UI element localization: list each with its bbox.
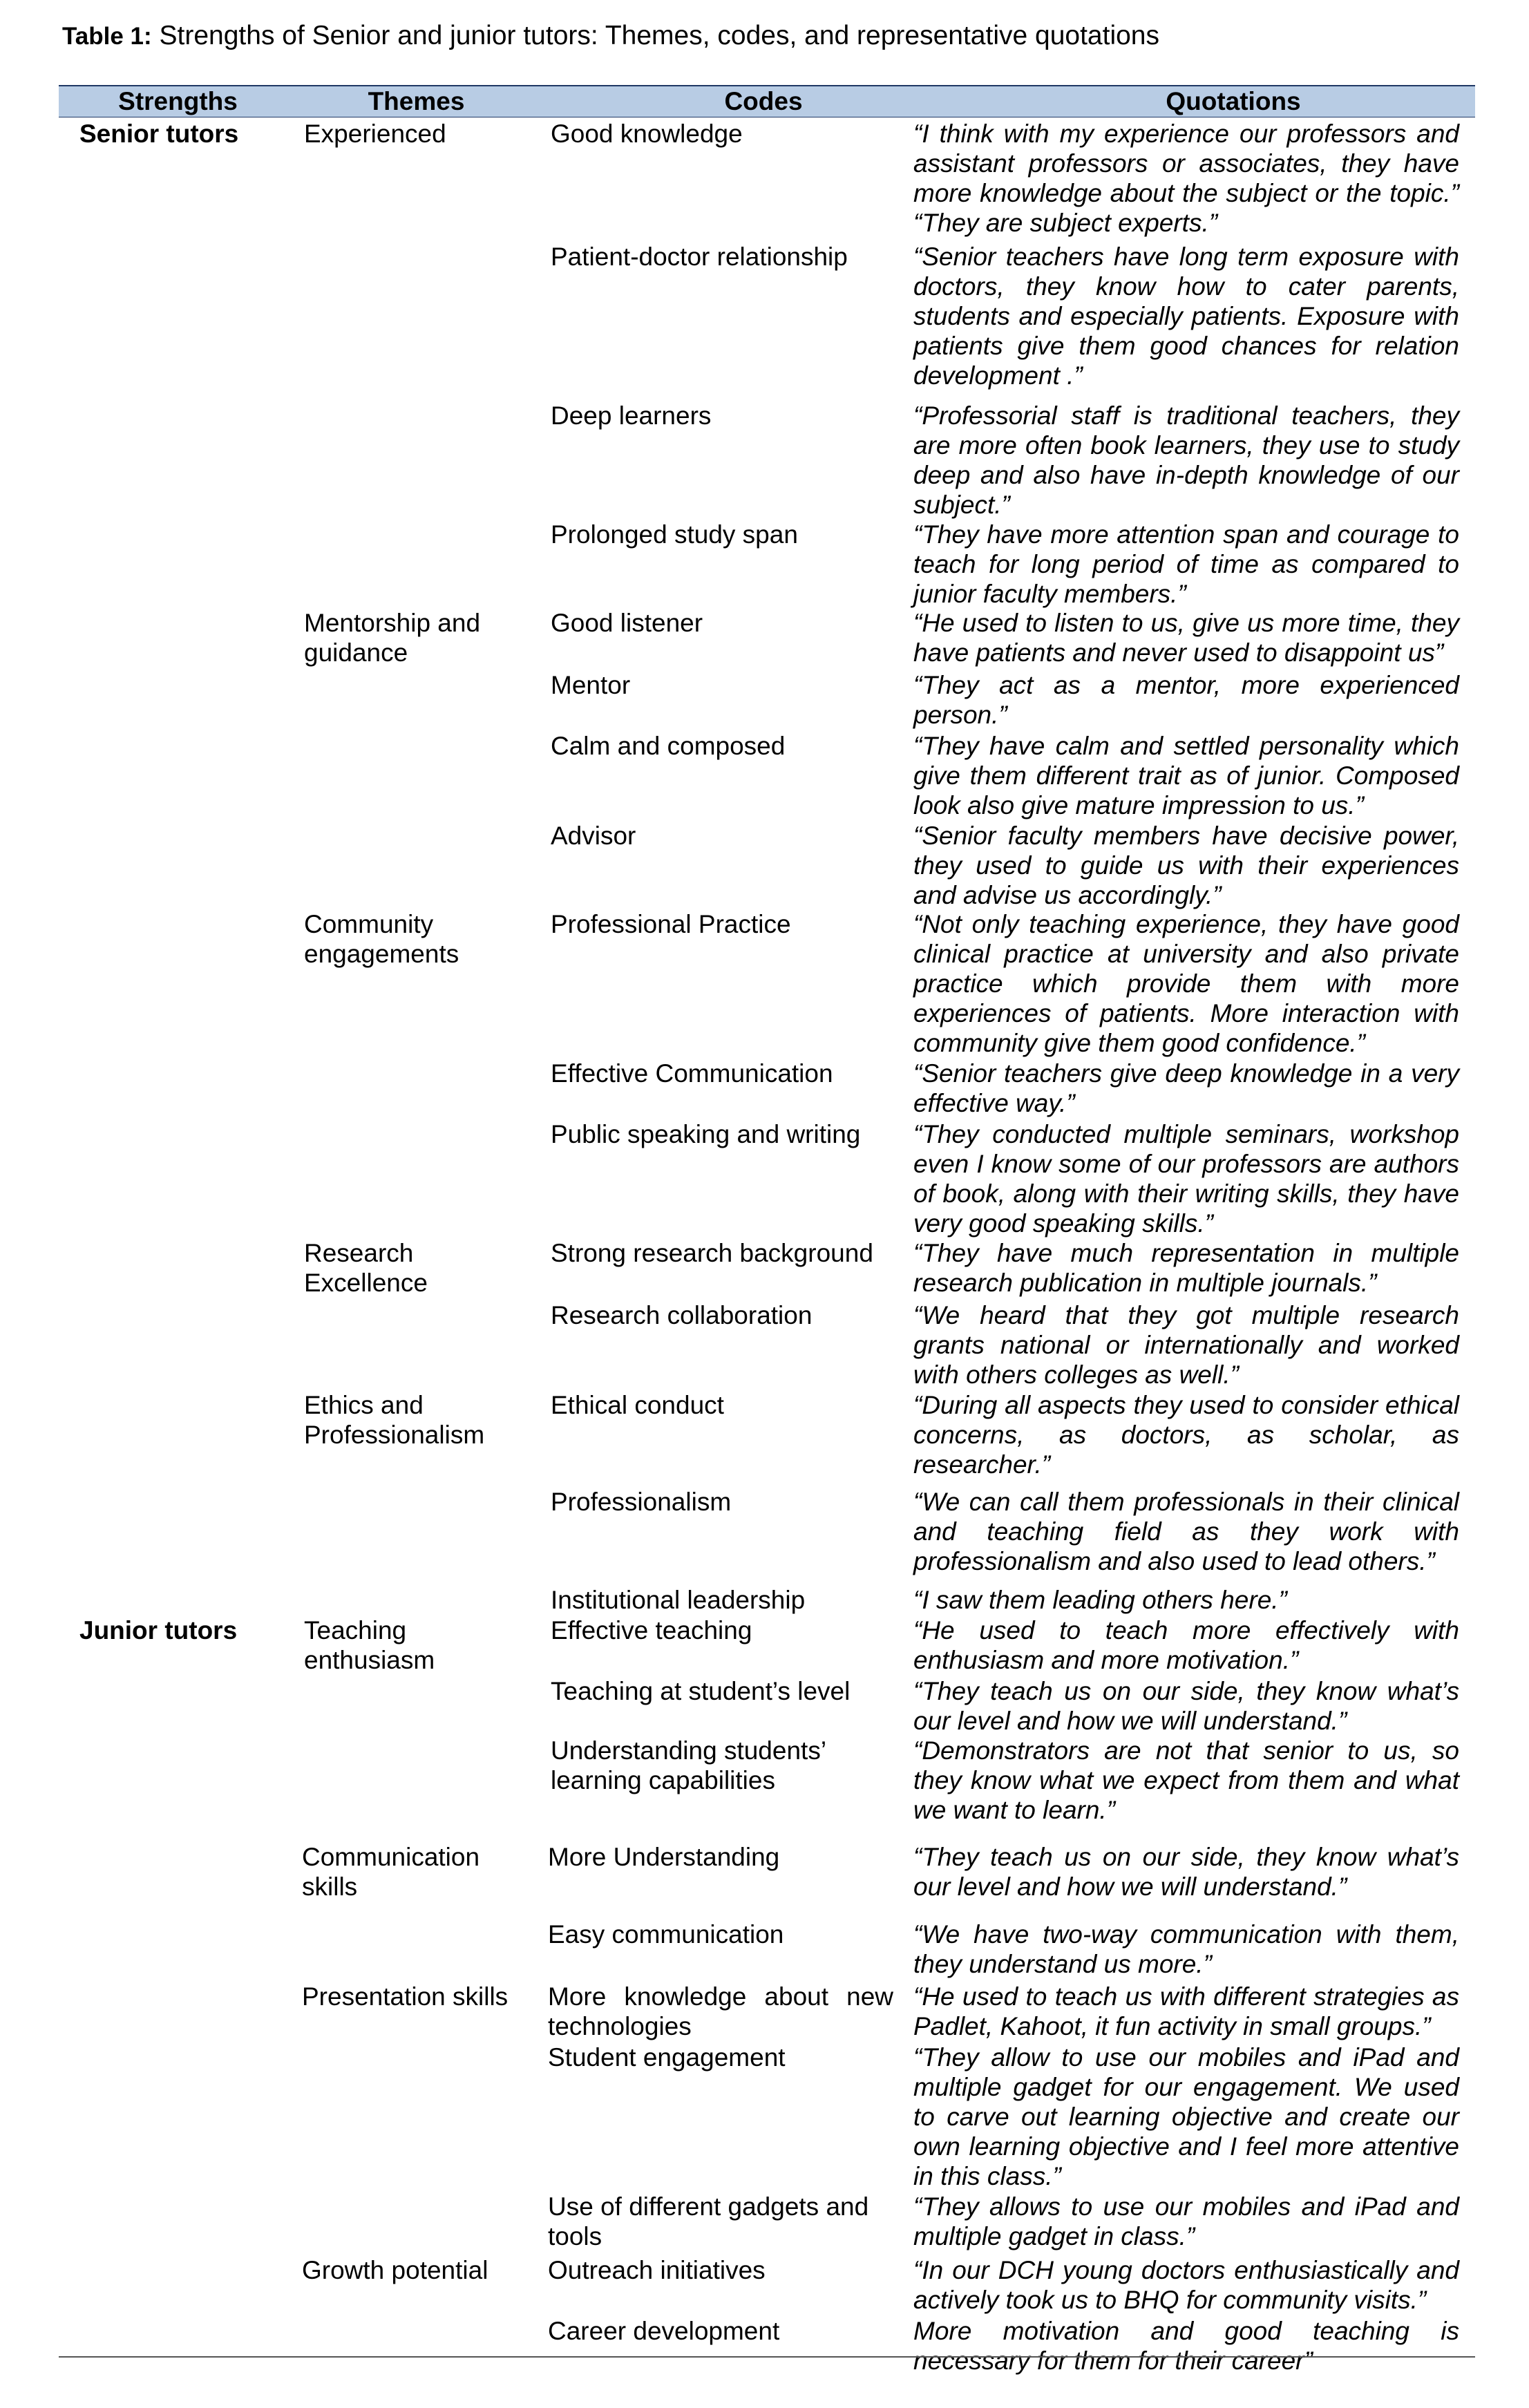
header-quotations: Quotations [1166,87,1301,115]
theme-cell: Research Excellence [304,1239,428,1297]
quote-cell: “He used to listen to us, give us more time, they have patients and never used to disappoint us” [913,609,1459,667]
code-cell: Professional Practice [551,910,791,938]
quote-cell: “They have calm and settled personality which give them different trait as of junior. Composed look also give mature impression to us.” [913,732,1459,819]
theme-cell: Presentation skills [302,1982,509,2011]
table-caption-label: Table 1: [62,23,152,50]
quote-cell: “Not only teaching experience, they have good clinical practice at university and also private practice which provide them with more experiences of patients. More interaction with community give them good confidence.” [913,910,1459,1057]
quote-cell: “Professorial staff is traditional teachers, they are more often book learners, they use to study deep and also have in-depth knowledge of our subject.” [913,401,1459,519]
code-cell: Ethical conduct [551,1391,724,1419]
quote-cell: “Senior faculty members have decisive power, they used to guide us with their experiences and advise us accordingly.” [913,822,1459,909]
quote-cell: “We have two-way communication with them, they understand us more.” [913,1920,1459,1978]
theme-cell: Mentorship and guidance [304,609,481,667]
table-header-row [59,85,1475,117]
quote-cell: More motivation and good teaching is necessary for them for their career” [913,2317,1459,2375]
table-bottom-rule [59,2356,1475,2358]
header-codes: Codes [724,87,803,115]
code-cell: Strong research background [551,1239,873,1267]
quote-cell: “Senior teachers give deep knowledge in a very effective way.” [913,1059,1459,1117]
theme-cell: Ethics and Professionalism [304,1391,485,1449]
quote-cell: “I think with my experience our professors and assistant professors or associates, they have more knowledge about the subject or the topic.” “They are subject experts.” [913,120,1459,237]
code-cell: Good listener [551,609,703,637]
code-cell: Deep learners [551,401,712,430]
code-cell: Easy communication [548,1920,784,1949]
code-cell: Professionalism [551,1488,732,1516]
code-cell: Outreach initiatives [548,2256,766,2284]
quote-cell: “We can call them professionals in their clinical and teaching field as they work with professionalism and also used to lead others.” [913,1488,1459,1575]
code-cell: Use of different gadgets and tools [548,2192,869,2250]
theme-cell: Community engagements [304,910,459,968]
code-cell: Student engagement [548,2043,786,2072]
code-cell: Career development [548,2317,780,2345]
code-cell: Effective teaching [551,1616,752,1644]
code-cell: Good knowledge [551,120,743,148]
quote-cell: “He used to teach us with different strategies as Padlet, Kahoot, it fun activity in small groups.” [913,1982,1459,2040]
quote-cell: “Senior teachers have long term exposure with doctors, they know how to cater parents, students and especially patients. Exposure with patients give them good chances for relation development .” [913,243,1459,390]
code-cell: More knowledge about new technologies [548,1982,893,2040]
code-cell: Advisor [551,822,636,850]
theme-cell: Communication skills [302,1843,480,1901]
table-caption [62,21,1159,51]
header-themes: Themes [368,87,465,115]
code-cell: Research collaboration [551,1301,813,1329]
quote-cell: “I saw them leading others here.” [913,1586,1287,1614]
header-strengths: Strengths [118,87,238,115]
code-cell: Calm and composed [551,732,786,760]
quote-cell: “They teach us on our side, they know what’s our level and how we will understand.” [913,1677,1459,1735]
strength-senior-tutors: Senior tutors [79,120,239,148]
table-caption-text: Strengths of Senior and junior tutors: Themes, codes, and representative quotations [151,21,1159,50]
quote-cell: “They act as a mentor, more experienced person.” [913,671,1459,729]
code-cell: Institutional leadership [551,1586,806,1614]
code-cell: Public speaking and writing [551,1120,861,1148]
theme-cell: Growth potential [302,2256,488,2284]
quote-cell: “He used to teach more effectively with enthusiasm and more motivation.” [913,1616,1459,1674]
quote-cell: “During all aspects they used to consider ethical concerns, as doctors, as scholar, as researcher.” [913,1391,1459,1479]
code-cell: Patient-doctor relationship [551,243,848,271]
code-cell: More Understanding [548,1843,780,1871]
quote-cell: “They allows to use our mobiles and iPad and multiple gadget in class.” [913,2192,1459,2250]
theme-cell: Teaching enthusiasm [304,1616,435,1674]
strength-junior-tutors: Junior tutors [79,1616,238,1644]
code-cell: Prolonged study span [551,520,798,549]
quote-cell: “In our DCH young doctors enthusiastically and actively took us to BHQ for community visits.” [913,2256,1459,2314]
code-cell: Effective Communication [551,1059,833,1088]
theme-cell: Experienced [304,120,446,148]
quote-cell: “Demonstrators are not that senior to us, so they know what we expect from them and what we want to learn.” [913,1736,1459,1824]
code-cell: Understanding students’ learning capabilities [551,1736,826,1794]
quote-cell: “They have more attention span and courage to teach for long period of time as compared to junior faculty members.” [913,520,1459,608]
code-cell: Teaching at student’s level [551,1677,851,1705]
quote-cell: “They have much representation in multiple research publication in multiple journals.” [913,1239,1459,1297]
quote-cell: “They teach us on our side, they know what’s our level and how we will understand.” [913,1843,1459,1901]
quote-cell: “They conducted multiple seminars, workshop even I know some of our professors are authors of book, along with their writing skills, they have very good speaking skills.” [913,1120,1459,1238]
quote-cell: “They allow to use our mobiles and iPad and multiple gadget for our engagement. We used to carve out learning objective and create our own learning objective and I feel more attentive in this class.” [913,2043,1459,2190]
code-cell: Mentor [551,671,631,699]
quote-cell: “We heard that they got multiple research grants national or internationally and worked with others colleges as well.” [913,1301,1459,1389]
